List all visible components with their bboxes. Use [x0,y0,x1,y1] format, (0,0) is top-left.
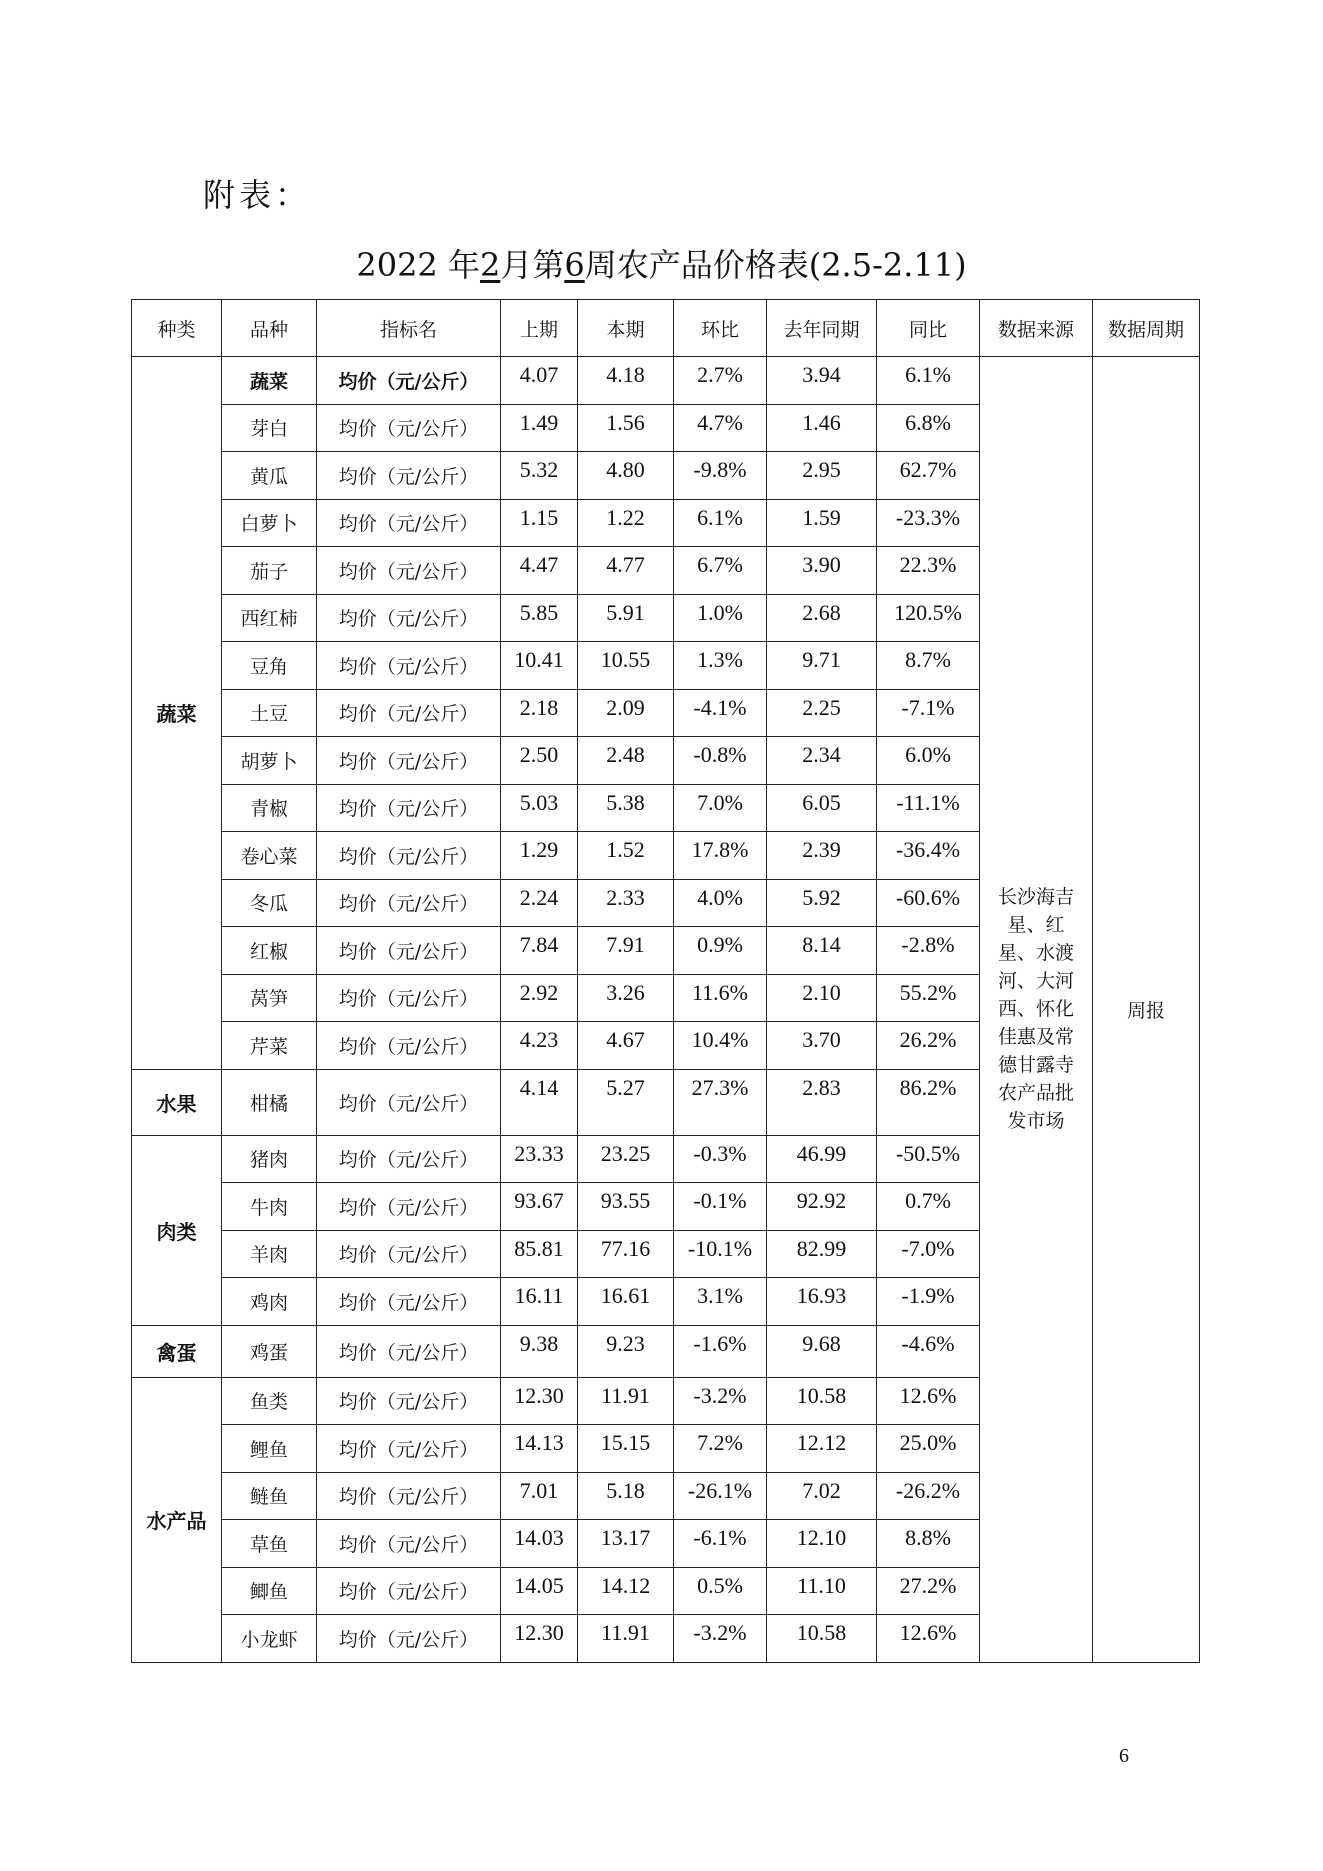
curr-cell: 10.55 [578,642,674,690]
variety-cell: 白萝卜 [222,499,317,547]
indicator-cell: 均价（元/公斤） [317,594,501,642]
header-yoy: 同比 [877,300,980,357]
last-year-cell: 10.58 [767,1377,877,1425]
title-mid: 月第 [500,246,565,284]
yoy-cell: 12.6% [877,1377,980,1425]
category-cell: 肉类 [132,1135,222,1325]
yoy-cell: -1.9% [877,1278,980,1326]
mom-cell: -4.1% [674,689,767,737]
curr-cell: 11.91 [578,1377,674,1425]
yoy-cell: 26.2% [877,1022,980,1070]
variety-cell: 西红柿 [222,594,317,642]
yoy-cell: 6.1% [877,357,980,405]
mom-cell: 2.7% [674,357,767,405]
category-cell: 水产品 [132,1377,222,1662]
prev-cell: 93.67 [501,1183,578,1231]
curr-cell: 3.26 [578,974,674,1022]
variety-cell: 牛肉 [222,1183,317,1231]
last-year-cell: 16.93 [767,1278,877,1326]
indicator-cell: 均价（元/公斤） [317,689,501,737]
prev-cell: 14.05 [501,1567,578,1615]
variety-cell: 鲫鱼 [222,1567,317,1615]
yoy-cell: -36.4% [877,832,980,880]
curr-cell: 5.38 [578,784,674,832]
prev-cell: 10.41 [501,642,578,690]
mom-cell: -10.1% [674,1230,767,1278]
title-month: 2 [479,246,501,284]
prev-cell: 14.03 [501,1520,578,1568]
variety-cell: 蔬菜 [222,357,317,405]
prev-cell: 23.33 [501,1135,578,1183]
yoy-cell: -50.5% [877,1135,980,1183]
prev-cell: 16.11 [501,1278,578,1326]
indicator-cell: 均价（元/公斤） [317,1135,501,1183]
yoy-cell: -23.3% [877,499,980,547]
curr-cell: 5.18 [578,1472,674,1520]
mom-cell: 4.0% [674,879,767,927]
prev-cell: 5.03 [501,784,578,832]
variety-cell: 芹菜 [222,1022,317,1070]
category-cell: 蔬菜 [132,357,222,1070]
mom-cell: -3.2% [674,1615,767,1663]
variety-cell: 胡萝卜 [222,737,317,785]
prev-cell: 1.29 [501,832,578,880]
last-year-cell: 92.92 [767,1183,877,1231]
yoy-cell: 120.5% [877,594,980,642]
curr-cell: 15.15 [578,1425,674,1473]
header-indicator: 指标名 [317,300,501,357]
appendix-label: 附表： [203,176,312,214]
last-year-cell: 12.12 [767,1425,877,1473]
last-year-cell: 2.95 [767,452,877,500]
variety-cell: 鲤鱼 [222,1425,317,1473]
variety-cell: 冬瓜 [222,879,317,927]
mom-cell: 27.3% [674,1069,767,1135]
header-source: 数据来源 [980,300,1093,357]
category-cell: 禽蛋 [132,1325,222,1377]
curr-cell: 1.56 [578,404,674,452]
indicator-cell: 均价（元/公斤） [317,1069,501,1135]
curr-cell: 23.25 [578,1135,674,1183]
variety-cell: 青椒 [222,784,317,832]
yoy-cell: 25.0% [877,1425,980,1473]
page-number: 6 [1119,1745,1129,1767]
curr-cell: 5.27 [578,1069,674,1135]
last-year-cell: 46.99 [767,1135,877,1183]
mom-cell: 1.3% [674,642,767,690]
yoy-cell: 0.7% [877,1183,980,1231]
curr-cell: 1.22 [578,499,674,547]
indicator-cell: 均价（元/公斤） [317,927,501,975]
indicator-cell: 均价（元/公斤） [317,547,501,595]
indicator-cell: 均价（元/公斤） [317,737,501,785]
yoy-cell: -2.8% [877,927,980,975]
curr-cell: 4.67 [578,1022,674,1070]
price-table [131,299,1200,1663]
header-last-year: 去年同期 [767,300,877,357]
variety-cell: 黄瓜 [222,452,317,500]
yoy-cell: -60.6% [877,879,980,927]
last-year-cell: 1.46 [767,404,877,452]
curr-cell: 2.33 [578,879,674,927]
mom-cell: -9.8% [674,452,767,500]
variety-cell: 鸡蛋 [222,1325,317,1377]
curr-cell: 93.55 [578,1183,674,1231]
yoy-cell: 8.7% [877,642,980,690]
indicator-cell: 均价（元/公斤） [317,879,501,927]
last-year-cell: 7.02 [767,1472,877,1520]
curr-cell: 4.77 [578,547,674,595]
last-year-cell: 6.05 [767,784,877,832]
indicator-cell: 均价（元/公斤） [317,974,501,1022]
prev-cell: 2.50 [501,737,578,785]
prev-cell: 1.15 [501,499,578,547]
last-year-cell: 2.39 [767,832,877,880]
mom-cell: 3.1% [674,1278,767,1326]
mom-cell: 10.4% [674,1022,767,1070]
yoy-cell: 8.8% [877,1520,980,1568]
yoy-cell: 55.2% [877,974,980,1022]
variety-cell: 猪肉 [222,1135,317,1183]
curr-cell: 11.91 [578,1615,674,1663]
variety-cell: 小龙虾 [222,1615,317,1663]
yoy-cell: 12.6% [877,1615,980,1663]
prev-cell: 12.30 [501,1615,578,1663]
title-prefix: 2022 年 [356,246,480,284]
last-year-cell: 3.90 [767,547,877,595]
last-year-cell: 2.83 [767,1069,877,1135]
mom-cell: -26.1% [674,1472,767,1520]
last-year-cell: 2.34 [767,737,877,785]
prev-cell: 4.07 [501,357,578,405]
mom-cell: -3.2% [674,1377,767,1425]
table-title [0,240,1323,286]
title-week: 6 [564,246,585,284]
indicator-cell: 均价（元/公斤） [317,1567,501,1615]
indicator-cell: 均价（元/公斤） [317,642,501,690]
variety-cell: 羊肉 [222,1230,317,1278]
mom-cell: 0.5% [674,1567,767,1615]
header-category: 种类 [132,300,222,357]
yoy-cell: 86.2% [877,1069,980,1135]
yoy-cell: -26.2% [877,1472,980,1520]
mom-cell: 7.2% [674,1425,767,1473]
indicator-cell: 均价（元/公斤） [317,832,501,880]
mom-cell: -0.1% [674,1183,767,1231]
last-year-cell: 9.68 [767,1325,877,1377]
curr-cell: 7.91 [578,927,674,975]
mom-cell: 1.0% [674,594,767,642]
last-year-cell: 9.71 [767,642,877,690]
mom-cell: 11.6% [674,974,767,1022]
curr-cell: 4.18 [578,357,674,405]
variety-cell: 卷心菜 [222,832,317,880]
header-previous: 上期 [501,300,578,357]
yoy-cell: 6.0% [877,737,980,785]
variety-cell: 土豆 [222,689,317,737]
prev-cell: 5.85 [501,594,578,642]
indicator-cell: 均价（元/公斤） [317,1022,501,1070]
mom-cell: 17.8% [674,832,767,880]
title-suffix: 周农产品价格表(2.5-2.11) [584,246,967,284]
curr-cell: 9.23 [578,1325,674,1377]
prev-cell: 4.47 [501,547,578,595]
curr-cell: 16.61 [578,1278,674,1326]
header-row [132,300,1200,357]
mom-cell: -1.6% [674,1325,767,1377]
indicator-cell: 均价（元/公斤） [317,1472,501,1520]
prev-cell: 7.01 [501,1472,578,1520]
header-period: 数据周期 [1093,300,1200,357]
category-cell: 水果 [132,1069,222,1135]
variety-cell: 芽白 [222,404,317,452]
prev-cell: 4.14 [501,1069,578,1135]
variety-cell: 鲢鱼 [222,1472,317,1520]
prev-cell: 12.30 [501,1377,578,1425]
indicator-cell: 均价（元/公斤） [317,499,501,547]
last-year-cell: 11.10 [767,1567,877,1615]
variety-cell: 红椒 [222,927,317,975]
indicator-cell: 均价（元/公斤） [317,357,501,405]
prev-cell: 14.13 [501,1425,578,1473]
indicator-cell: 均价（元/公斤） [317,1230,501,1278]
table-row [132,357,1200,405]
header-variety: 品种 [222,300,317,357]
variety-cell: 草鱼 [222,1520,317,1568]
yoy-cell: 27.2% [877,1567,980,1615]
variety-cell: 豆角 [222,642,317,690]
last-year-cell: 1.59 [767,499,877,547]
data-source-cell: 长沙海吉星、红星、水渡河、大河西、怀化佳惠及常德甘露寺农产品批发市场 [980,357,1093,1663]
prev-cell: 1.49 [501,404,578,452]
prev-cell: 5.32 [501,452,578,500]
last-year-cell: 8.14 [767,927,877,975]
curr-cell: 2.48 [578,737,674,785]
variety-cell: 莴笋 [222,974,317,1022]
indicator-cell: 均价（元/公斤） [317,1278,501,1326]
mom-cell: 6.7% [674,547,767,595]
curr-cell: 2.09 [578,689,674,737]
indicator-cell: 均价（元/公斤） [317,404,501,452]
prev-cell: 2.24 [501,879,578,927]
data-period-cell: 周报 [1093,357,1200,1663]
variety-cell: 鱼类 [222,1377,317,1425]
last-year-cell: 2.68 [767,594,877,642]
prev-cell: 9.38 [501,1325,578,1377]
prev-cell: 2.92 [501,974,578,1022]
last-year-cell: 3.70 [767,1022,877,1070]
last-year-cell: 5.92 [767,879,877,927]
header-mom: 环比 [674,300,767,357]
curr-cell: 13.17 [578,1520,674,1568]
curr-cell: 4.80 [578,452,674,500]
header-current: 本期 [578,300,674,357]
prev-cell: 85.81 [501,1230,578,1278]
variety-cell: 鸡肉 [222,1278,317,1326]
prev-cell: 4.23 [501,1022,578,1070]
mom-cell: 4.7% [674,404,767,452]
curr-cell: 5.91 [578,594,674,642]
yoy-cell: 62.7% [877,452,980,500]
last-year-cell: 82.99 [767,1230,877,1278]
prev-cell: 7.84 [501,927,578,975]
indicator-cell: 均价（元/公斤） [317,784,501,832]
mom-cell: 7.0% [674,784,767,832]
indicator-cell: 均价（元/公斤） [317,1325,501,1377]
indicator-cell: 均价（元/公斤） [317,1183,501,1231]
yoy-cell: 22.3% [877,547,980,595]
variety-cell: 柑橘 [222,1069,317,1135]
mom-cell: 6.1% [674,499,767,547]
prev-cell: 2.18 [501,689,578,737]
indicator-cell: 均价（元/公斤） [317,1425,501,1473]
mom-cell: -6.1% [674,1520,767,1568]
curr-cell: 77.16 [578,1230,674,1278]
mom-cell: -0.8% [674,737,767,785]
indicator-cell: 均价（元/公斤） [317,1520,501,1568]
last-year-cell: 10.58 [767,1615,877,1663]
indicator-cell: 均价（元/公斤） [317,1377,501,1425]
yoy-cell: -4.6% [877,1325,980,1377]
yoy-cell: 6.8% [877,404,980,452]
curr-cell: 14.12 [578,1567,674,1615]
last-year-cell: 2.25 [767,689,877,737]
yoy-cell: -11.1% [877,784,980,832]
curr-cell: 1.52 [578,832,674,880]
variety-cell: 茄子 [222,547,317,595]
indicator-cell: 均价（元/公斤） [317,452,501,500]
yoy-cell: -7.1% [877,689,980,737]
last-year-cell: 2.10 [767,974,877,1022]
last-year-cell: 12.10 [767,1520,877,1568]
mom-cell: 0.9% [674,927,767,975]
yoy-cell: -7.0% [877,1230,980,1278]
last-year-cell: 3.94 [767,357,877,405]
mom-cell: -0.3% [674,1135,767,1183]
indicator-cell: 均价（元/公斤） [317,1615,501,1663]
